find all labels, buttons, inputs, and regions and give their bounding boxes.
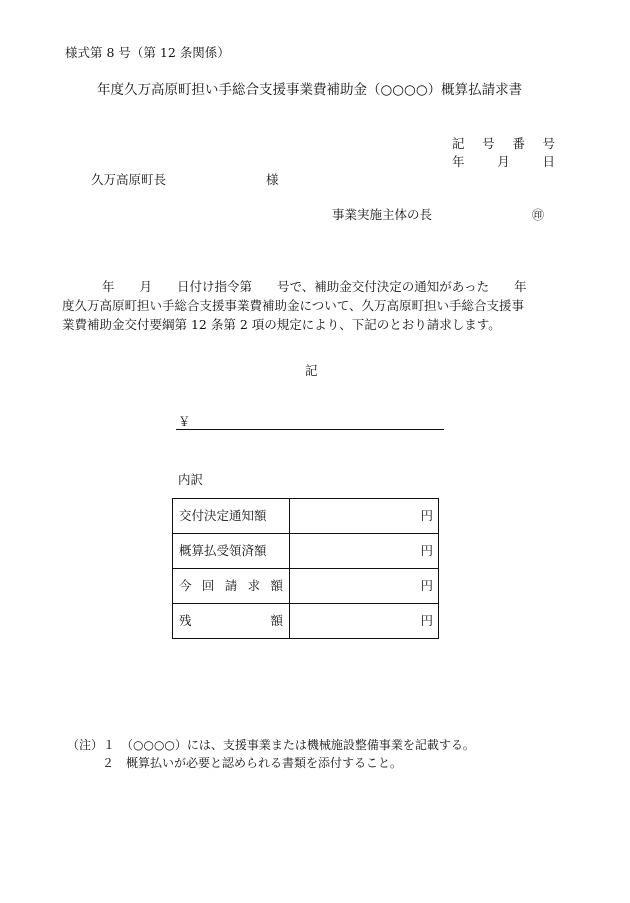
label-char: 額 <box>270 612 283 628</box>
reference-char: 号 <box>542 136 555 151</box>
body-line-2: 度久万高原町担い手総合支援事業費補助金について、久万高原町担い手総合支援事 <box>62 298 525 313</box>
label-char: 額 <box>270 577 283 593</box>
breakdown-heading: 内訳 <box>178 472 204 487</box>
reference-char: 号 <box>482 136 495 151</box>
form-number: 様式第 8 号（第 12 条関係） <box>65 45 230 60</box>
breakdown-table <box>172 498 439 639</box>
body-line-3: 業費補助金交付要綱第 12 条第 2 項の規定により、下記のとおり請求します。 <box>62 317 501 332</box>
yen-sign: ￥ <box>178 414 191 429</box>
reference-char: 記 <box>452 136 465 151</box>
row-unit: 円 <box>290 534 439 569</box>
addressee-name: 久万高原町長 <box>91 172 167 187</box>
request-body <box>62 277 562 334</box>
document-title: 年度久万高原町担い手総合支援事業費補助金（○○○○）概算払請求書 <box>97 82 523 98</box>
row-unit: 円 <box>290 499 439 534</box>
table-row <box>173 499 439 534</box>
row-label-granted: 交付決定通知額 <box>173 499 290 534</box>
row-unit: 円 <box>290 604 439 639</box>
row-unit: 円 <box>290 569 439 604</box>
seal-mark: ㊞ <box>532 208 545 222</box>
date-day: 日 <box>542 154 555 169</box>
date-month: 月 <box>497 154 510 169</box>
addressee-honorific: 様 <box>266 172 279 187</box>
date-year: 年 <box>452 154 465 169</box>
label-char: 回 <box>201 577 215 593</box>
date-row <box>452 156 555 169</box>
applicant-label: 事業実施主体の長 <box>332 207 433 222</box>
row-label-remaining <box>173 604 290 639</box>
body-line-1: 年 月 日付け指令第 号で、補助金交付決定の通知があった 年 <box>102 279 527 294</box>
row-label-current <box>173 569 290 604</box>
label-char: 今 <box>179 577 192 593</box>
ki-heading: 記 <box>305 363 318 378</box>
label-char: 残 <box>179 612 192 628</box>
reference-char: 番 <box>512 136 525 151</box>
label-char: 求 <box>247 577 261 593</box>
table-row <box>173 534 439 569</box>
table-row <box>173 569 439 604</box>
note-2: ２ 概算払いが必要と認められる書類を添付すること。 <box>102 756 403 770</box>
note-1: （注）１ （○○○○）には、支援事業または機械施設整備事業を記載する。 <box>67 738 475 752</box>
table-row <box>173 604 439 639</box>
label-char: 請 <box>224 577 238 593</box>
spaced-label <box>179 612 283 628</box>
reference-number-row <box>452 138 555 151</box>
spaced-label <box>179 577 283 593</box>
amount-line <box>176 416 444 430</box>
row-label-received: 概算払受領済額 <box>173 534 290 569</box>
